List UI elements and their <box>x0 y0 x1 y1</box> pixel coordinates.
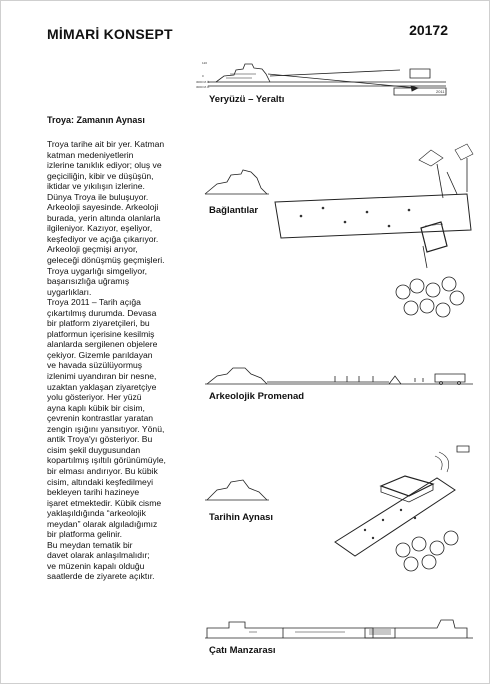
project-code: 20172 <box>409 22 448 38</box>
scale-label-top: 120 <box>202 61 208 65</box>
body-line: cisim şekil duygusundan <box>47 444 141 455</box>
body-line: Arkeoloji geçmişi arıyor, <box>47 244 138 255</box>
body-line: izlenimi uyandıran bir nesne, <box>47 371 157 382</box>
body-line: Troya 2011 – Tarih açığa <box>47 297 141 308</box>
body-line: katman medeniyetlerin <box>47 149 134 160</box>
roof-view-sketch <box>205 614 473 644</box>
section-subtitle: Troya: Zamanın Aynası <box>47 115 145 125</box>
body-line: keşfediyor ve açığa çıkarıyor. <box>47 233 159 244</box>
body-line: Arkeoloji sayesinde. Arkeoloji <box>47 202 159 213</box>
body-line: başarısızlığa uğramış <box>47 276 130 287</box>
body-line: çevrenin kontrastlar yaratan <box>47 413 154 424</box>
body-line: ve müzenin kapalı olduğu <box>47 560 145 571</box>
body-line: uzaktan yaklaşan ziyaretçiye <box>47 381 157 392</box>
body-line: antik Troya'yı gösteriyor. Bu <box>47 434 153 445</box>
body-line: geleceği dönüşmüş geçmişleri. <box>47 255 165 266</box>
body-line: platformun içerisine kesilmiş <box>47 328 155 339</box>
label-connections: Bağlantılar <box>209 205 259 216</box>
body-line: izlerine tanıklık ediyor; oluş ve <box>47 160 162 171</box>
body-line: burada, yerin altında olanlarla <box>47 212 161 223</box>
label-roof-view: Çatı Manzarası <box>209 645 276 656</box>
mirror-of-history-sketch <box>205 438 473 572</box>
body-text <box>47 139 197 582</box>
label-mirror-of-history: Tarihin Aynası <box>209 512 274 523</box>
body-line: kopartılmış ışıltılı görünümüyle, <box>47 455 166 466</box>
body-line: uygarlıkları. <box>47 286 92 297</box>
body-line: bekleyen tarihi hazineye <box>47 487 140 498</box>
body-line: çekiyor. Gizemle parıldayan <box>47 349 153 360</box>
label-promenade: Arkeolojik Promenad <box>209 391 305 402</box>
connections-sketch <box>205 142 473 330</box>
body-line: ilgileniyor. Kazıyor, eşeliyor, <box>47 223 153 234</box>
body-line: Dünya Troya ile buluşuyor. <box>47 191 149 202</box>
body-line: geçiciliğin, kibir ve düşüşün, <box>47 170 154 181</box>
scale-label-zero: 0 <box>202 74 204 78</box>
body-line: alanlarda sergilenen objelere <box>47 339 158 350</box>
body-line: Troya tarihe ait bir yer. Katman <box>47 139 165 149</box>
body-line: Bu meydan tematik bir <box>47 539 133 550</box>
year-label: 2011 <box>436 89 445 94</box>
body-line: bir platform ziyaretçileri, bu <box>47 318 150 329</box>
body-line: meydan” olarak algıladığımız <box>47 518 158 529</box>
body-line: iktidar ve yıkılışın izlerine. <box>47 181 145 192</box>
scale-label-era-2: 3000 M.Ö. <box>196 85 211 89</box>
body-line: Troya uygarlığı simgeliyor, <box>47 265 147 276</box>
body-line: ve havada süzülüyormuş <box>47 360 143 371</box>
promenade-sketch <box>205 362 473 390</box>
body-line: işaret etmektedir. Kübik cisme <box>47 497 162 508</box>
body-line: yolu gösteriyor. Her yüzü <box>47 392 142 403</box>
body-line: bir elması andırıyor. Bu kübik <box>47 465 158 476</box>
body-line: ayna kaplı kübik bir cisim, <box>47 402 145 413</box>
scale-label-era-1: 3000 M.Ö. <box>196 80 211 84</box>
body-line: saatlerde de ziyarete açıktır. <box>47 571 155 582</box>
body-line: çıkartılmış durumda. Devasa <box>47 307 157 318</box>
body-line: yaklaşıldığında “arkeolojik <box>47 508 146 519</box>
label-surface-underground: Yeryüzü – Yeraltı <box>209 94 285 105</box>
body-line: zengin ışığını yansıtıyor. Yönü, <box>47 423 165 434</box>
page-title: MİMARİ KONSEPT <box>47 26 173 42</box>
body-line: davet olarak anlaşılmalıdır; <box>47 550 150 561</box>
body-line: cisim, altındaki keşfedilmeyi <box>47 476 154 487</box>
body-line: bir platforma gelinir. <box>47 529 122 540</box>
